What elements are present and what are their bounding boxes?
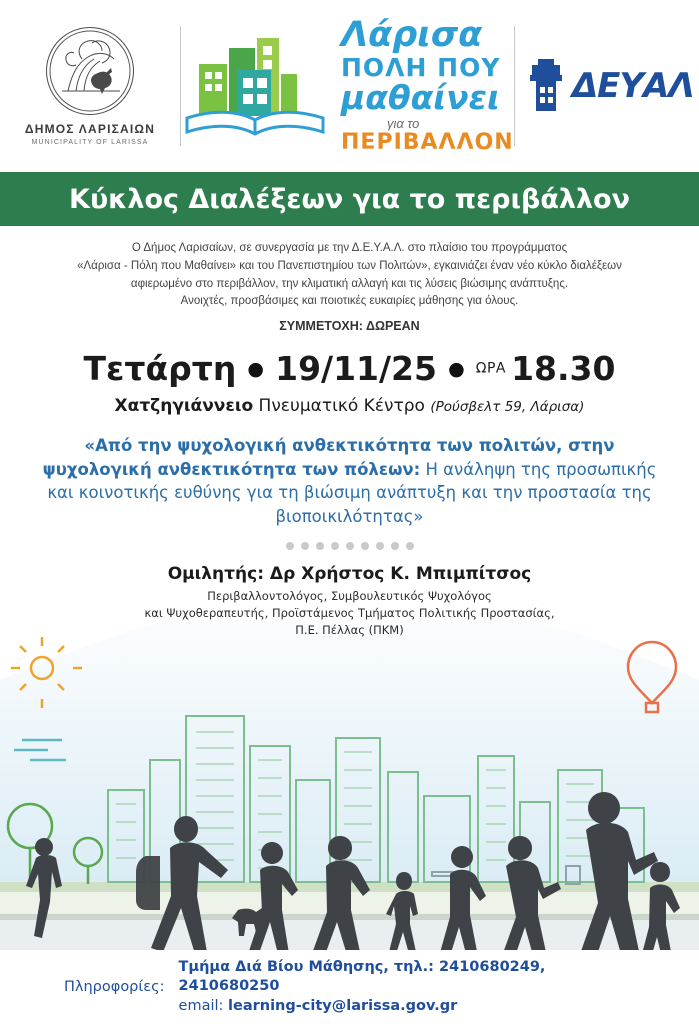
speaker-role-line-3: Π.Ε. Πέλλας (ΠΚΜ) [295,623,404,638]
intro-line-4: Ανοιχτές, προσβάσιμες και ποιοτικές ευκαιρίες μάθησης για όλους. [180,295,519,308]
event-dateline [0,349,699,388]
time-label: ΩΡΑ [475,360,506,377]
lecture-topic [42,434,657,528]
footer-email[interactable]: learning-city@larissa.gov.gr [228,997,458,1014]
deyal-text: ΔΕΥΑΛ [571,66,694,106]
dot-separator [0,542,699,550]
program-logo-line5: ΠΕΡΙΒΑΛΛΟΝ [341,130,514,155]
speaker-role [0,588,699,640]
speaker-block [0,564,699,640]
venue-type: Πνευματικό Κέντρο [258,396,425,417]
bullet-dot-icon-2: ● [448,357,465,380]
speaker-role-line-2: και Ψυχοθεραπευτής, Προϊστάμενος Τμήματος Πολιτικής Προστασίας, [144,606,555,621]
title-bar [0,172,699,226]
separator-dot [316,542,324,550]
intro-line-2: «Λάρισα - Πόλη που Μαθαίνει» και του Πανεπιστημίου των Πολιτών», εγκαινιάζει έναν νέο κύκλο διαλέξεων [77,259,622,272]
separator-dot [286,542,294,550]
event-date: 19/11/25 [275,349,437,389]
speaker-name: Ομιλητής: Δρ Χρήστος Κ. Μπιμπίτσος [167,563,532,584]
participation-note: ΣΥΜΜΕΤΟΧΗ: ΔΩΡΕΑΝ [279,319,420,334]
separator-dot [376,542,384,550]
separator-dot [361,542,369,550]
separator-dot [331,542,339,550]
city-buildings-book-icon [181,26,331,146]
deyal-logo [515,0,699,172]
water-tower-icon [526,57,566,115]
footer-department: Τμήμα Διά Βίου Μάθησης, τηλ.: 2410680249, 2410680250 [178,958,546,995]
venue-address: (Ρούσβελτ 59, Λάρισα) [430,399,585,416]
intro-line-3: αφιερωμένο στο περιβάλλον, την κλιματική αλλαγή και τις λύσεις βιώσιμης ανάπτυξης. [130,277,569,290]
intro-paragraph [0,226,699,311]
separator-dot [346,542,354,550]
separator-dot [391,542,399,550]
program-logo [181,0,514,172]
tree-horse-seal-icon [46,27,134,115]
separator-dot [406,542,414,550]
event-day: Τετάρτη [83,349,237,389]
footer-info-label: Πληροφορίες: [64,979,165,995]
intro-line-1: Ο Δήμος Λαρισαίων, σε συνεργασία με την Δ.Ε.Υ.Α.Λ. στο πλαίσιο του προγράμματος [131,242,568,254]
venue-name: Χατζηγιάννειο [114,396,254,417]
event-venue [0,396,699,416]
municipality-name-en: MUNICIPALITY OF LARISSA [31,138,149,146]
bullet-dot-icon: ● [247,357,265,380]
topic-rest: Η ανάληψη της προσωπικής και κοινοτικής ευθύνης για τη βιώσιμη ανάπτυξη και την προστασία της βιοποικιλότητας» [47,459,657,526]
content [0,226,699,640]
municipality-logo [0,0,180,172]
program-logo-line4: για το [387,116,420,131]
speaker-role-line-1: Περιβαλλοντολόγος, Συμβουλευτικός Ψυχολόγος [207,588,492,603]
footer-email-row [179,997,635,1017]
event-time: 18.30 [511,349,616,389]
separator-dot [301,542,309,550]
topic-bold: «Από την ψυχολογική ανθεκτικότητα των πολιτών, στην ψυχολογική ανθεκτικότητα των πόλεων: [42,436,615,479]
page-title: Κύκλος Διαλέξεων για το περιβάλλον [69,183,630,215]
program-logo-line3: μαθαίνει [341,78,500,117]
municipality-name-gr: ΔΗΜΟΣ ΛΑΡΙΣΑΙΩΝ [24,121,156,136]
program-logo-line1: Λάρισα [341,15,483,55]
footer-email-label: email: [178,997,224,1014]
city-silhouette-illustration [0,620,699,950]
footer [0,950,699,1024]
program-logo-line2: ΠΟΛΗ ΠΟΥ [341,53,501,82]
logo-bar [0,0,699,172]
